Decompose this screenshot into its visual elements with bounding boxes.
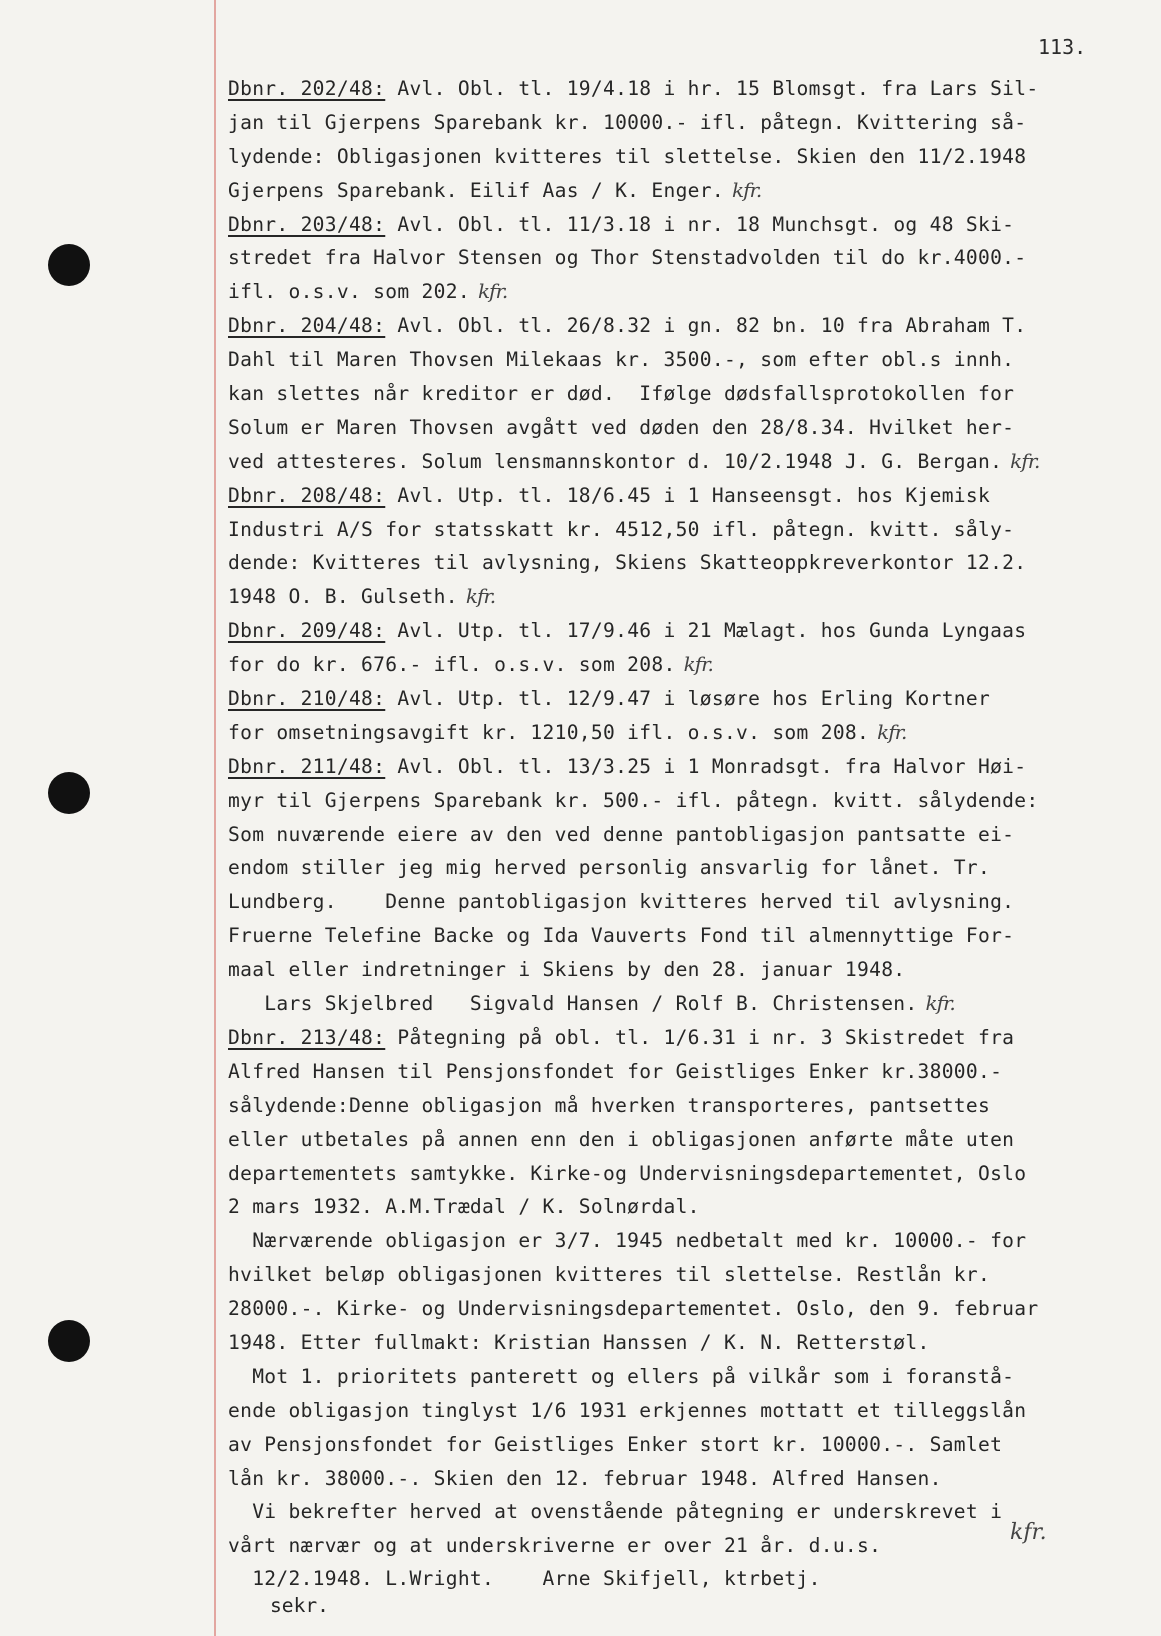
line-text: sålydende:Denne obligasjon må hverken transporteres, pantsettes [228,1093,991,1117]
line-text: Avl. Obl. tl. 11/3.18 i nr. 18 Munchsgt. og 48 Ski- [385,212,1015,236]
line-text: Avl. Utp. tl. 12/9.47 i løsøre hos Erling Kortner [385,687,991,711]
entry-label: Dbnr. 208/48: [228,483,386,507]
page-number: 113. [1038,35,1087,59]
line-text: Solum er Maren Thovsen avgått ved døden den 28/8.34. Hvilket her- [228,415,1015,439]
text-line [228,377,1148,411]
text-line [228,1292,1148,1326]
line-text: Avl. Utp. tl. 18/6.45 i 1 Hanseensgt. hos Kjemisk [385,483,991,507]
punch-hole [48,772,90,814]
line-text: ved attesteres. Solum lensmannskontor d. 10/2.1948 J. G. Bergan. [228,449,1003,473]
handwritten-initials: kfr. [877,719,907,744]
text-line [228,818,1148,852]
text-line [228,1258,1148,1292]
text-line [228,479,1148,513]
text-line [228,885,1148,919]
line-text: Avl. Utp. tl. 17/9.46 i 21 Mælagt. hos Gunda Lyngaas [385,619,1027,643]
text-line [228,174,1148,208]
line-text: dende: Kvitteres til avlysning, Skiens Skatteoppkreverkontor 12.2. [228,551,1027,575]
line-text: 1948 O. B. Gulseth. [228,585,458,609]
text-line [228,1157,1148,1191]
line-text: Dahl til Maren Thovsen Milekaas kr. 3500.-, som efter obl.s innh. [228,348,1015,372]
entry-label: Dbnr. 210/48: [228,687,386,711]
line-text: for do kr. 676.- ifl. o.s.v. som 208. [228,653,676,677]
text-line [228,784,1148,818]
text-line [228,851,1148,885]
handwritten-initials: kfr. [683,652,713,677]
text-line [228,106,1148,140]
line-text: Lars Skjelbred Sigvald Hansen / Rolf B. Christensen. [228,992,918,1016]
margin-rule [214,0,216,1636]
line-text: Industri A/S for statsskatt kr. 4512,50 ifl. påtegn. kvitt. såly- [228,517,1015,541]
line-text: Påtegning på obl. tl. 1/6.31 i nr. 3 Skistredet fra [385,1025,1015,1049]
handwritten-initials: kfr. [925,991,955,1016]
line-text: Fruerne Telefine Backe og Ida Vauverts Fond til almennyttige For- [228,924,1015,948]
line-text: Avl. Obl. tl. 13/3.25 i 1 Monradsgt. fra Halvor Høi- [385,754,1027,778]
line-text: lån kr. 38000.-. Skien den 12. februar 1948. Alfred Hansen. [228,1466,942,1490]
line-text: stredet fra Halvor Stensen og Thor Stenstadvolden til do kr.4000.- [228,246,1027,270]
text-line [228,1360,1148,1394]
line-text: for omsetningsavgift kr. 1210,50 ifl. o.s.v. som 208. [228,720,870,744]
text-line [228,648,1148,682]
text-line [228,241,1148,275]
line-text: Alfred Hansen til Pensjonsfondet for Geistliges Enker kr.38000.- [228,1059,1003,1083]
line-text: 2 mars 1932. A.M.Trædal / K. Solnørdal. [228,1195,700,1219]
ledger-text [228,72,1148,1563]
text-line [228,1123,1148,1157]
text-line [228,1326,1148,1360]
text-line [228,411,1148,445]
text-line [228,580,1148,614]
text-line [228,275,1148,309]
entry-label: Dbnr. 204/48: [228,314,386,338]
text-line [228,682,1148,716]
text-line [228,1462,1148,1496]
text-line [228,750,1148,784]
line-text: ifl. o.s.v. som 202. [228,280,470,304]
text-line [228,614,1148,648]
line-text: myr til Gjerpens Sparebank kr. 500.- ifl. påtegn. kvitt. sålydende: [228,788,1039,812]
signature-title: sekr. [270,1594,329,1617]
line-text: Vi bekrefter herved at ovenstående påtegning er underskrevet i [228,1500,1003,1524]
line-text: Avl. Obl. tl. 19/4.18 i hr. 15 Blomsgt. fra Lars Sil- [385,77,1039,100]
handwritten-initials: kfr. [465,584,496,609]
line-text: Gjerpens Sparebank. Eilif Aas / K. Enger. [228,178,724,202]
text-line [228,1428,1148,1462]
text-line [228,1190,1148,1224]
line-text: Mot 1. prioritets panterett og ellers på vilkår som i foranstå- [228,1364,1015,1388]
line-text: 1948. Etter fullmakt: Kristian Hanssen / K. N. Retterstøl. [228,1330,930,1354]
text-line [228,513,1148,547]
text-line [228,1021,1148,1055]
handwritten-initials: kfr. [731,177,762,202]
text-line [228,953,1148,987]
line-text: jan til Gjerpens Sparebank kr. 10000.- ifl. påtegn. Kvittering så- [228,110,1027,134]
line-text: Lundberg. Denne pantobligasjon kvitteres herved til avlysning. [228,890,1015,914]
line-text: endom stiller jeg mig herved personlig ansvarlig for lånet. Tr. [228,856,991,880]
text-line [228,72,1148,106]
line-text: kan slettes når kreditor er død. Ifølge dødsfallsprotokollen for [228,382,1015,406]
text-line [228,919,1148,953]
text-line [228,1089,1148,1123]
line-text: ende obligasjon tinglyst 1/6 1931 erkjennes mottatt et tilleggslån [228,1398,1027,1422]
text-line [228,343,1148,377]
signature-line: 12/2.1948. L.Wright. Arne Skifjell, ktrbetj. [228,1567,821,1590]
entry-label: Dbnr. 213/48: [228,1025,386,1049]
line-text: lydende: Obligasjonen kvitteres til slettelse. Skien den 11/2.1948 [228,144,1027,168]
text-line [228,716,1148,750]
line-text: hvilket beløp obligasjonen kvitteres til slettelse. Restlån kr. [228,1263,991,1287]
line-text: Avl. Obl. tl. 26/8.32 i gn. 82 bn. 10 fra Abraham T. [385,314,1027,338]
text-line [228,987,1148,1021]
handwritten-initials: kfr. [1010,448,1040,473]
punch-hole [48,244,90,286]
line-text: vårt nærvær og at underskriverne er over 21 år. d.u.s. [228,1534,882,1558]
text-line [228,1394,1148,1428]
text-line [228,208,1148,242]
entry-label: Dbnr. 209/48: [228,619,386,643]
line-text: Nærværende obligasjon er 3/7. 1945 nedbetalt med kr. 10000.- for [228,1229,1027,1253]
text-line [228,1055,1148,1089]
entry-label: Dbnr. 203/48: [228,212,386,236]
text-line [228,1224,1148,1258]
text-line [228,445,1148,479]
line-text: av Pensjonsfondet for Geistliges Enker stort kr. 10000.-. Samlet [228,1432,1003,1456]
line-text: departementets samtykke. Kirke-og Undervisningsdepartementet, Oslo [228,1161,1027,1185]
line-text: eller utbetales på annen enn den i obligasjonen anførte måte uten [228,1127,1015,1151]
text-line [228,309,1148,343]
final-initials: kfr. [1010,1520,1047,1545]
punch-hole [48,1320,90,1362]
line-text: maal eller indretninger i Skiens by den 28. januar 1948. [228,958,906,982]
handwritten-initials: kfr. [477,279,508,304]
entry-label: Dbnr. 211/48: [228,754,386,778]
entry-label: Dbnr. 202/48: [228,77,386,100]
text-line [228,140,1148,174]
text-line [228,546,1148,580]
line-text: 28000.-. Kirke- og Undervisningsdepartementet. Oslo, den 9. februar [228,1297,1039,1321]
line-text: Som nuværende eiere av den ved denne pantobligasjon pantsatte ei- [228,822,1015,846]
